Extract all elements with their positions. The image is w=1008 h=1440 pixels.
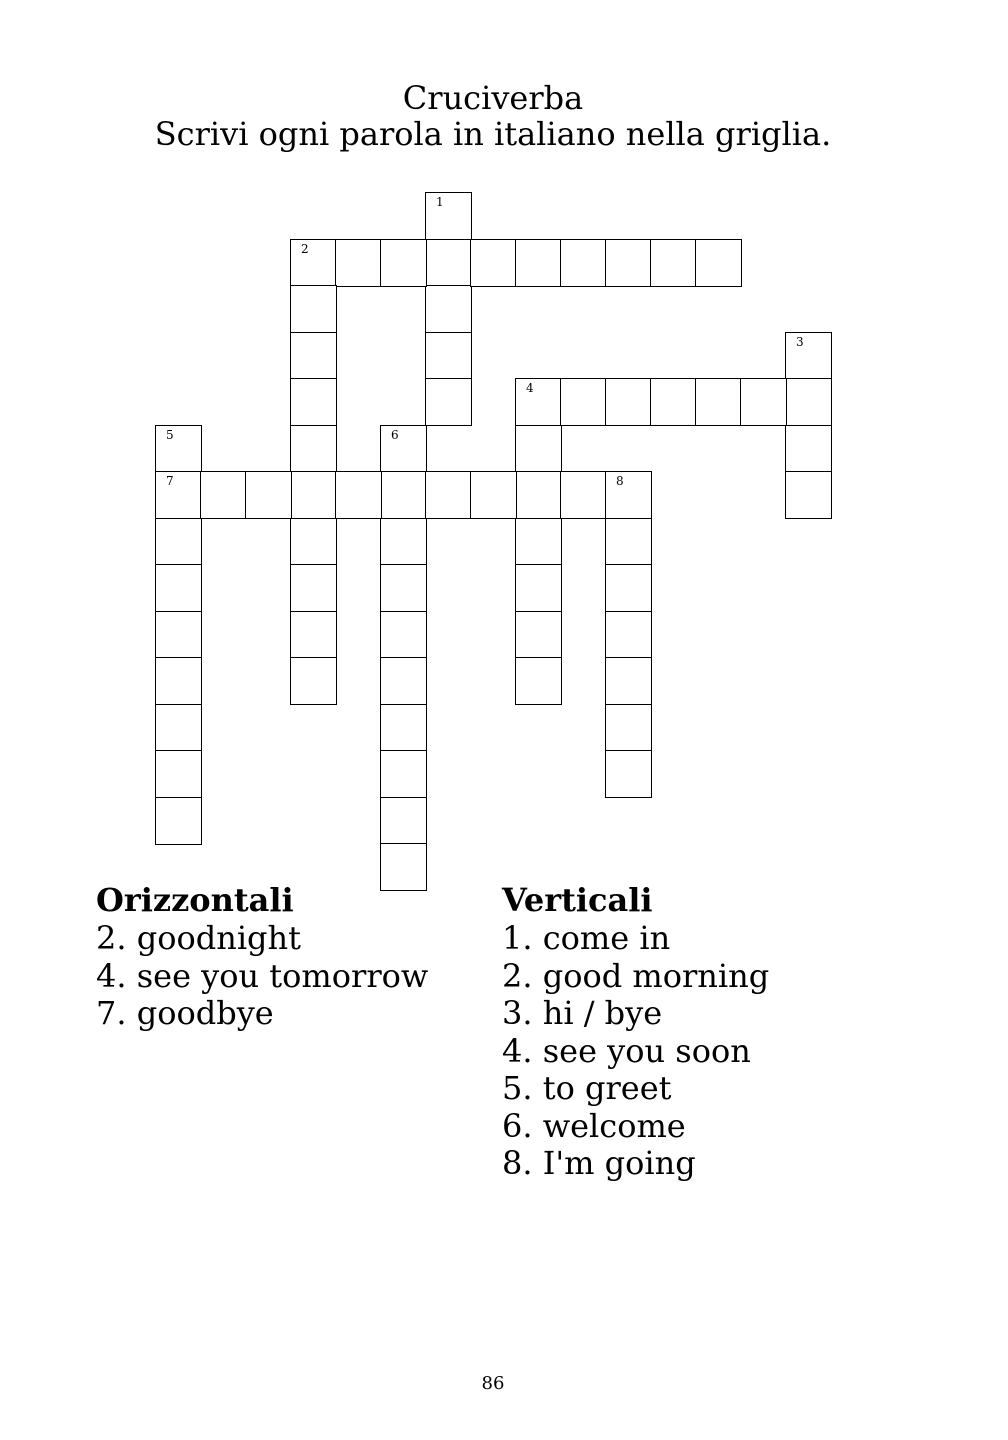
- grid-cell[interactable]: [515, 518, 562, 566]
- grid-cell[interactable]: [380, 657, 427, 705]
- grid-cell[interactable]: [290, 471, 337, 519]
- grid-cell[interactable]: [155, 471, 202, 519]
- grid-cell[interactable]: [785, 471, 832, 519]
- grid-cell[interactable]: [155, 518, 202, 566]
- clue-item: 4. see you tomorrow: [96, 956, 429, 995]
- grid-cell[interactable]: [155, 425, 202, 473]
- clue-item: 5. to greet: [502, 1069, 672, 1107]
- page-title: Cruciverba: [402, 79, 584, 117]
- clue-item: 3. hi / bye: [502, 994, 663, 1032]
- grid-cell[interactable]: [290, 518, 337, 566]
- grid-cell[interactable]: [290, 285, 337, 333]
- grid-cell[interactable]: [605, 518, 652, 566]
- grid-cell[interactable]: [605, 750, 652, 798]
- grid-cell[interactable]: [425, 332, 472, 380]
- grid-cell[interactable]: [155, 611, 202, 659]
- grid-cell[interactable]: [155, 797, 202, 845]
- page-subtitle: Scrivi ogni parola in italiano nella griglia.: [154, 115, 832, 153]
- grid-cell[interactable]: [380, 239, 427, 287]
- grid-cell[interactable]: [155, 564, 202, 612]
- grid-cell[interactable]: [785, 332, 832, 380]
- clue-number: 5: [166, 427, 174, 442]
- grid-cell[interactable]: [425, 239, 472, 287]
- clue-number: 4: [526, 381, 534, 395]
- grid-cell[interactable]: [515, 425, 562, 473]
- grid-cell[interactable]: [380, 797, 427, 845]
- grid-cell[interactable]: [380, 704, 427, 752]
- grid-cell[interactable]: [515, 378, 562, 426]
- grid-cell[interactable]: [605, 564, 652, 612]
- grid-cell[interactable]: [335, 471, 382, 519]
- grid-cell[interactable]: [470, 239, 517, 287]
- grid-cell[interactable]: [335, 239, 382, 287]
- grid-cell[interactable]: [515, 239, 562, 287]
- grid-cell[interactable]: [515, 471, 562, 519]
- down-heading: Verticali: [502, 881, 653, 919]
- grid-cell[interactable]: [605, 239, 652, 287]
- grid-cell[interactable]: [560, 471, 607, 519]
- grid-cell[interactable]: [515, 611, 562, 659]
- grid-cell[interactable]: [290, 425, 337, 473]
- clue-number: 7: [166, 474, 174, 488]
- page-number: 86: [481, 1373, 505, 1394]
- clue-number: 1: [436, 195, 444, 209]
- grid-cell[interactable]: [290, 657, 337, 705]
- grid-cell[interactable]: [560, 239, 607, 287]
- across-heading: Orizzontali: [96, 881, 294, 919]
- clue-item: 2. goodnight: [96, 919, 301, 957]
- grid-cell[interactable]: [605, 611, 652, 659]
- clue-item: 2. good morning: [502, 956, 770, 995]
- grid-cell[interactable]: [605, 471, 652, 519]
- grid-cell[interactable]: [515, 564, 562, 612]
- grid-cell[interactable]: [425, 192, 472, 240]
- grid-cell[interactable]: [605, 657, 652, 705]
- grid-cell[interactable]: [695, 378, 742, 426]
- grid-cell[interactable]: [740, 378, 787, 426]
- clue-number: 3: [796, 334, 804, 349]
- grid-cell[interactable]: [560, 378, 607, 426]
- grid-cell[interactable]: [605, 378, 652, 426]
- clue-number: 6: [391, 427, 399, 442]
- clue-item: 4. see you soon: [502, 1031, 751, 1070]
- grid-cell[interactable]: [380, 471, 427, 519]
- grid-cell[interactable]: [290, 239, 337, 287]
- grid-cell[interactable]: [290, 564, 337, 612]
- across-clues: [96, 880, 428, 1033]
- grid-cell[interactable]: [515, 657, 562, 705]
- grid-cell[interactable]: [425, 471, 472, 519]
- grid-cell[interactable]: [290, 378, 337, 426]
- grid-cell[interactable]: [785, 425, 832, 473]
- grid-cell[interactable]: [470, 471, 517, 519]
- clue-number: 8: [616, 474, 624, 488]
- grid-cell[interactable]: [290, 332, 337, 380]
- grid-cell[interactable]: [380, 611, 427, 659]
- clue-item: 8. I'm going: [502, 1144, 696, 1182]
- grid-cell[interactable]: [425, 285, 472, 333]
- grid-cell[interactable]: [155, 657, 202, 705]
- down-clues: [502, 880, 769, 1183]
- grid-cell[interactable]: [650, 239, 697, 287]
- clue-item: 6. welcome: [502, 1106, 686, 1145]
- grid-cell[interactable]: [380, 750, 427, 798]
- grid-cell[interactable]: [380, 425, 427, 473]
- clue-number: 2: [301, 241, 309, 256]
- grid-cell[interactable]: [245, 471, 292, 519]
- grid-cell[interactable]: [155, 750, 202, 798]
- grid-cell[interactable]: [380, 518, 427, 566]
- grid-cell[interactable]: [425, 378, 472, 426]
- grid-cell[interactable]: [290, 611, 337, 659]
- clue-item: 7. goodbye: [96, 994, 274, 1032]
- grid-cell[interactable]: [650, 378, 697, 426]
- grid-cell[interactable]: [695, 239, 742, 287]
- grid-cell[interactable]: [785, 378, 832, 426]
- grid-cell[interactable]: [200, 471, 247, 519]
- grid-cell[interactable]: [380, 564, 427, 612]
- grid-cell[interactable]: [155, 704, 202, 752]
- grid-cell[interactable]: [605, 704, 652, 752]
- clue-item: 1. come in: [502, 919, 671, 957]
